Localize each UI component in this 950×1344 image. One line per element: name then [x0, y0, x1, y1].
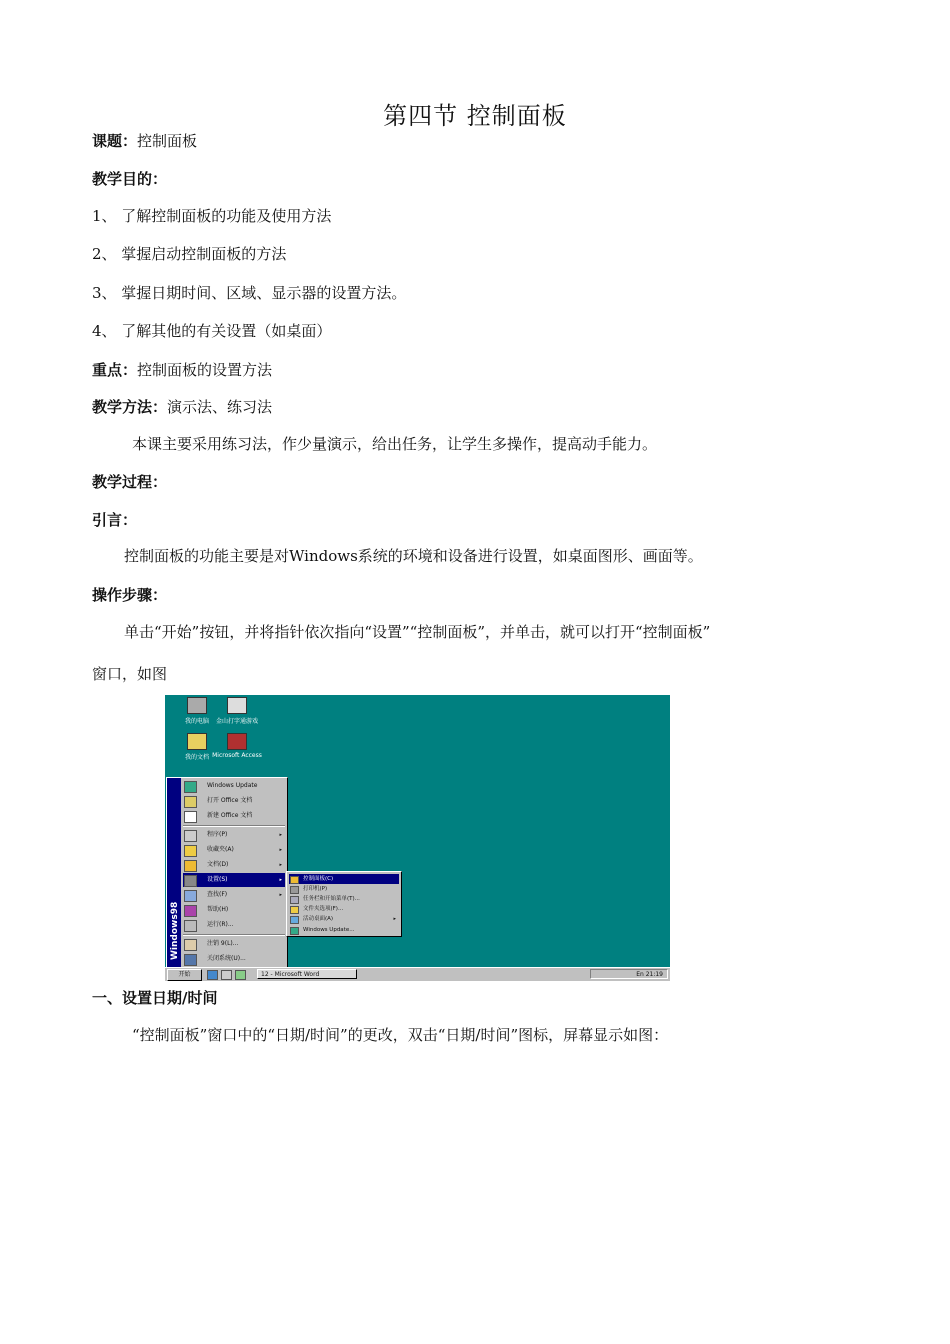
menu-item-favorites[interactable]: 收藏夹(A) ▸	[183, 843, 285, 857]
taskbar	[165, 967, 670, 981]
method-note: 本课主要采用练习法，作少量演示，给出任务，让学生多操作，提高动手能力。	[132, 435, 658, 453]
control-panel-icon	[290, 876, 299, 884]
settings-icon	[184, 875, 197, 887]
steps-label: 操作步骤：	[92, 586, 168, 604]
menu-item-programs[interactable]: 程序(P) ▸	[183, 828, 285, 842]
submenu-item-printers[interactable]: 打印机(P)	[289, 884, 399, 894]
programs-icon	[184, 830, 197, 842]
desktop-icon-my-computer: 我的电脑	[167, 697, 227, 725]
steps-text-1: 单击“开始”按钮，并将指针依次指向“设置”“控制面板”，并单击，就可以打开“控制面板”	[124, 623, 711, 641]
intro-text: 控制面板的功能主要是对Windows系统的环境和设备进行设置，如桌面图形、画面等。	[124, 547, 703, 565]
intro-label: 引言：	[92, 511, 138, 529]
computer-icon	[187, 697, 207, 714]
key-line	[92, 359, 272, 380]
folder-icon	[184, 860, 197, 872]
submenu-item-windows-update[interactable]: Windows Update...	[289, 925, 399, 935]
channel-icon[interactable]	[235, 970, 246, 980]
menu-separator	[183, 825, 285, 827]
goal-label: 教学目的：	[92, 170, 168, 188]
steps-text-2: 窗口，如图	[92, 665, 168, 683]
goal-item-1: 1、 了解控制面板的功能及使用方法	[92, 207, 332, 225]
printer-icon	[290, 886, 299, 894]
chevron-right-icon: ▸	[393, 916, 396, 922]
folder-icon	[187, 733, 207, 750]
settings-submenu	[286, 871, 402, 937]
process-label: 教学过程：	[92, 473, 168, 491]
menu-item-find[interactable]: 查找(F) ▸	[183, 888, 285, 902]
section1-text: “控制面板”窗口中的“日期/时间”的更改，双击“日期/时间”图标，屏幕显示如图：	[132, 1026, 669, 1044]
goal-item-2: 2、 掌握启动控制面板的方法	[92, 245, 287, 263]
ie-icon[interactable]	[207, 970, 218, 980]
goal-item-3: 3、 掌握日期时间、区域、显示器的设置方法。	[92, 284, 407, 302]
help-book-icon	[184, 905, 197, 917]
topic-label: 课题：	[92, 132, 138, 150]
globe-icon	[184, 781, 197, 793]
taskbar-word-button[interactable]: 12 - Microsoft Word	[257, 969, 357, 979]
menu-item-settings[interactable]: 设置(S) ▸	[183, 873, 285, 887]
desktop-icon	[290, 916, 299, 924]
menu-item-shutdown[interactable]: 关闭系统(U)...	[183, 952, 285, 966]
desktop-icon-my-documents: 我的文档	[167, 733, 227, 761]
taskbar-icon	[290, 896, 299, 904]
submenu-item-folder-options[interactable]: 文件夹选项(F)...	[289, 904, 399, 914]
folder-icon	[184, 796, 197, 808]
topic-value: 控制面板	[137, 132, 198, 150]
menu-separator	[183, 934, 285, 936]
method-value: 演示法、练习法	[167, 398, 273, 416]
windows98-screenshot	[165, 695, 670, 981]
run-icon	[184, 920, 197, 932]
desktop-icon-access: Microsoft Access	[207, 733, 267, 759]
menu-item-windows-update[interactable]: Windows Update	[183, 779, 285, 793]
method-label: 教学方法：	[92, 398, 168, 416]
menu-item-new-office[interactable]: 新建 Office 文档	[183, 809, 285, 823]
page-title: 第四节 控制面板	[383, 102, 567, 130]
access-icon	[227, 733, 247, 750]
magnifier-icon	[184, 890, 197, 902]
menu-item-run[interactable]: 运行(R)...	[183, 918, 285, 932]
submenu-item-control-panel[interactable]: 控制面板(C)	[289, 874, 399, 884]
desktop-shortcut-icon[interactable]	[221, 970, 232, 980]
keys-icon	[184, 939, 197, 951]
start-menu-sidebar	[167, 778, 181, 969]
menu-item-help[interactable]: 帮助(H)	[183, 903, 285, 917]
goal-item-4: 4、 了解其他的有关设置（如桌面）	[92, 322, 332, 340]
star-icon	[184, 845, 197, 857]
menu-item-documents[interactable]: 文档(D) ▸	[183, 858, 285, 872]
section1-label: 一、设置日期/时间	[92, 989, 218, 1007]
menu-item-logoff[interactable]: 注销 9(L)...	[183, 937, 285, 951]
desktop-icon-typing-game: 金山打字通游戏	[207, 697, 267, 725]
document-icon	[184, 811, 197, 823]
start-button[interactable]: 开始	[167, 969, 202, 981]
method-line	[92, 396, 272, 417]
shutdown-icon	[184, 954, 197, 966]
game-icon	[227, 697, 247, 714]
submenu-item-active-desktop[interactable]: 活动桌面(A) ▸	[289, 914, 399, 924]
folder-icon	[290, 906, 299, 914]
system-tray: En 21:19	[590, 969, 668, 979]
globe-icon	[290, 927, 299, 935]
topic-line	[92, 130, 197, 151]
start-menu	[166, 777, 288, 970]
key-value: 控制面板的设置方法	[137, 361, 273, 379]
key-label: 重点：	[92, 361, 138, 379]
sidebar-brand: Windows98	[170, 901, 180, 960]
menu-item-open-office[interactable]: 打开 Office 文档	[183, 794, 285, 808]
submenu-item-taskbar[interactable]: 任务栏和开始菜单(T)...	[289, 894, 399, 904]
